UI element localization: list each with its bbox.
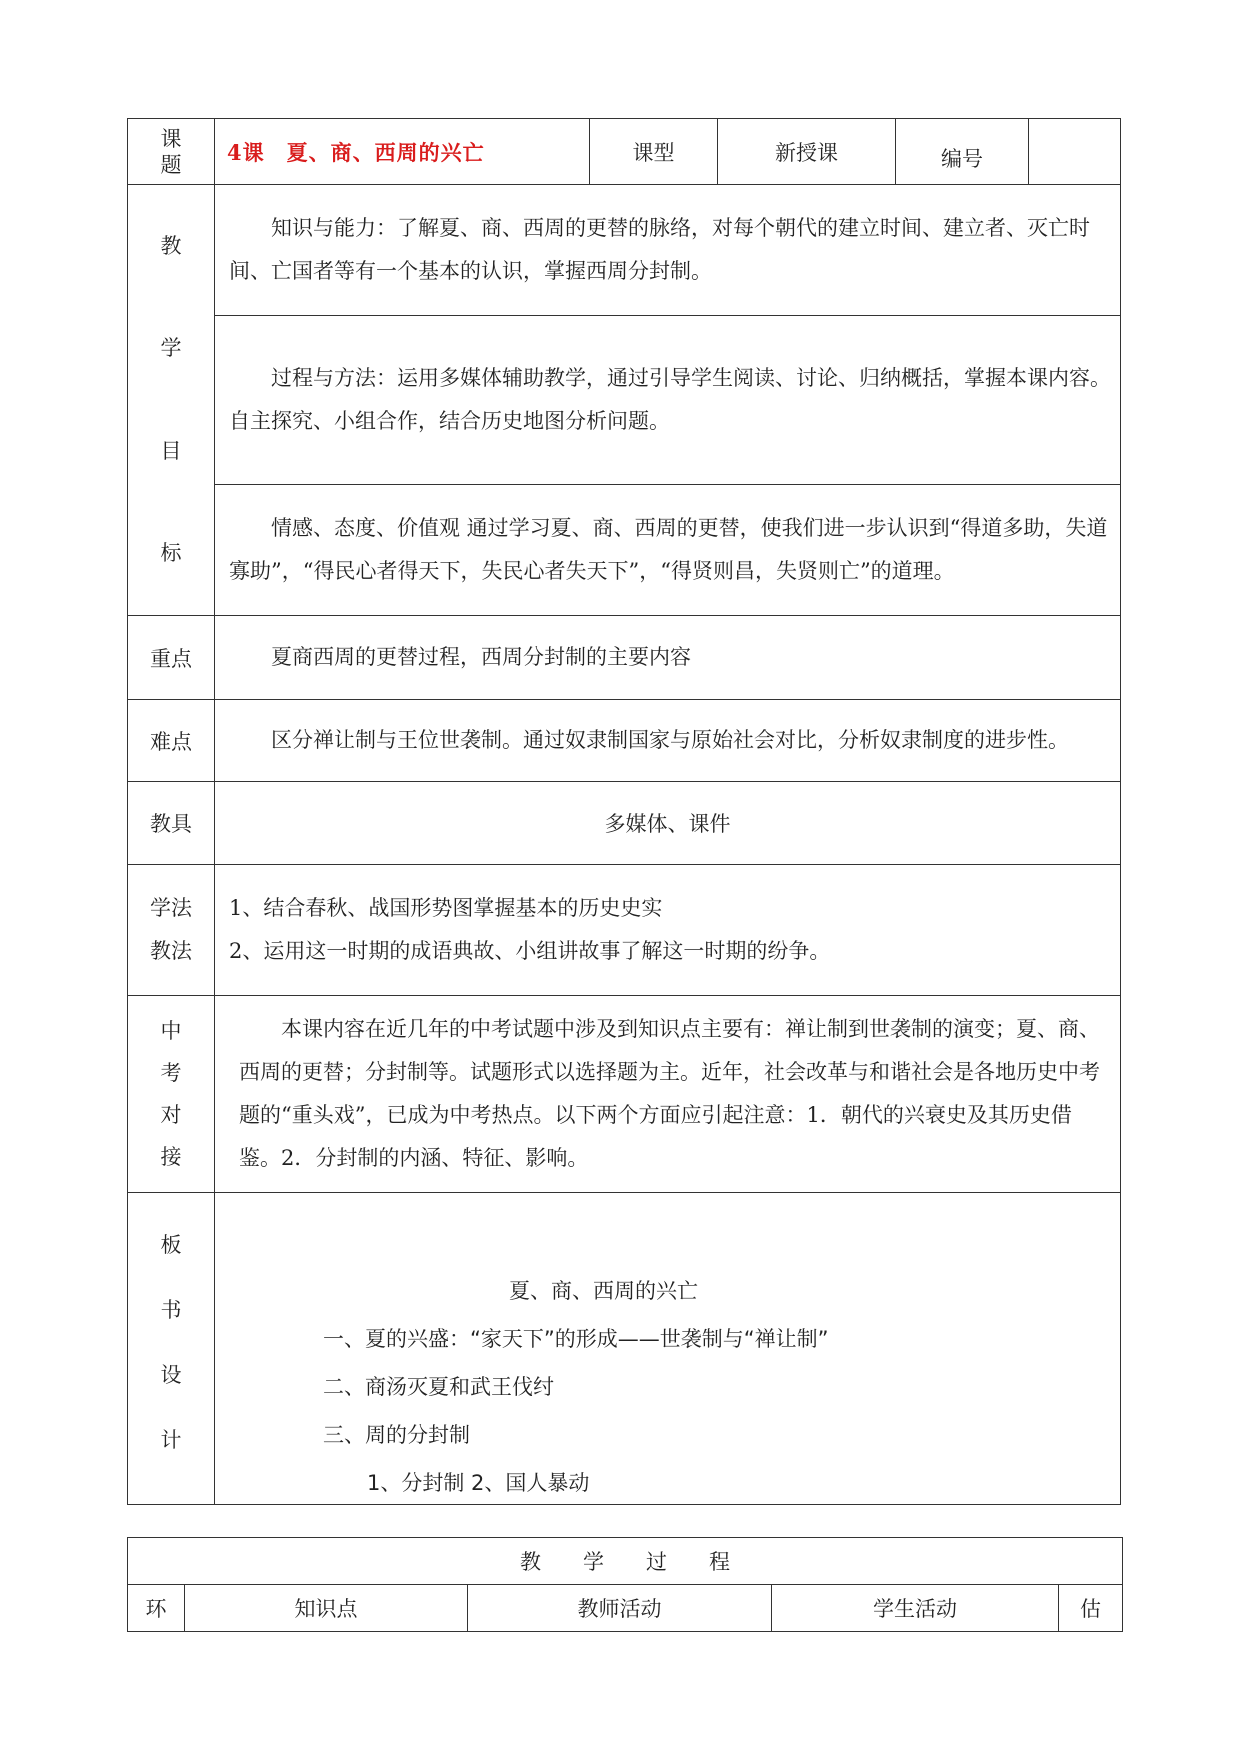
goal-process: 过程与方法：运用多媒体辅助教学，通过引导学生阅读、讨论、归纳概括，掌握本课内容。 <box>271 365 1111 390</box>
goal-process-cell <box>215 316 1121 484</box>
column-header: 教师活动 <box>468 1585 772 1632</box>
exam-label-char: 接 <box>160 1144 182 1169</box>
goals-label <box>128 185 214 615</box>
exam-label-char: 中 <box>160 1018 182 1043</box>
focus-text: 夏商西周的更替过程，西周分封制的主要内容 <box>215 616 1121 700</box>
goal-knowledge-cell <box>215 185 1121 316</box>
methods-label-2: 教法 <box>150 939 192 963</box>
number-label <box>896 119 1029 185</box>
column-header: 估 <box>1059 1585 1123 1632</box>
exam-cell <box>215 996 1121 1193</box>
methods-line-1: 1、结合春秋、战国形势图掌握基本的历史史实 <box>229 896 663 920</box>
goal-emotion-cell <box>215 484 1121 615</box>
column-header: 知识点 <box>185 1585 468 1632</box>
topic-label: 课题 <box>160 126 182 177</box>
board-line-3: 三、周的分封制 <box>323 1423 470 1447</box>
goals-label-char: 学 <box>160 336 182 361</box>
number-label-text: 编号 <box>941 146 983 171</box>
methods-cell <box>215 865 1121 996</box>
goal-emotion: 情感、态度、价值观 通过学习夏、商、西周的更替，使我们进一步认识到“得道多助，失道寡助”，“得民心者得天下，失民心者失天下”，“得贤则昌，失贤则亡”的道理。 <box>229 515 1108 583</box>
board-line-4: 1、分封制 2、国人暴动 <box>367 1471 590 1495</box>
exam-text: 本课内容在近几年的中考试题中涉及到知识点主要有：禅让制到世袭制的演变；夏、商、西周的更替；分封制等。试题形式以选择题为主。近年，社会改革与和谐社会是各地历史中考题的“重头戏”，已成为中考热点。以下两个方面应引起注意：1．朝代的兴衰史及其历史借鉴。2．分封制的内涵、特征、影响。 <box>239 1017 1100 1170</box>
board-line-2: 二、商汤灭夏和武王伐纣 <box>323 1375 554 1399</box>
exam-label-cell <box>128 996 215 1193</box>
board-label-char: 板 <box>160 1233 182 1257</box>
difficulty-label: 难点 <box>128 700 215 782</box>
goals-label-char: 教 <box>160 233 182 258</box>
goal-process-extra: 自主探究、小组合作，结合历史地图分析问题。 <box>229 408 670 433</box>
board-title: 夏、商、西周的兴亡 <box>509 1279 698 1303</box>
board-line-1: 一、夏的兴盛：“家天下”的形成——世袭制与“禅让制” <box>323 1327 829 1351</box>
board-label-cell <box>128 1193 215 1505</box>
board-label-char: 设 <box>160 1363 182 1387</box>
column-header: 学生活动 <box>772 1585 1059 1632</box>
board-label-char: 计 <box>160 1428 182 1452</box>
difficulty-text: 区分禅让制与王位世袭制。通过奴隶制国家与原始社会对比，分析奴隶制度的进步性。 <box>215 700 1121 782</box>
process-table <box>127 1537 1123 1632</box>
exam-label-char: 考 <box>160 1060 182 1085</box>
type-label: 课型 <box>590 119 718 185</box>
column-header: 环 <box>128 1585 185 1632</box>
lesson-title: 4课 夏、商、西周的兴亡 <box>215 119 590 185</box>
board-cell <box>215 1193 1121 1505</box>
topic-label-cell <box>128 119 215 185</box>
methods-label-cell <box>128 865 215 996</box>
exam-label <box>128 996 214 1192</box>
methods-line-2: 2、运用这一时期的成语典故、小组讲故事了解这一时期的纷争。 <box>229 939 831 963</box>
tools-label: 教具 <box>128 782 215 865</box>
goals-label-char: 目 <box>160 438 182 463</box>
number-value <box>1029 119 1121 185</box>
lesson-plan-table <box>127 118 1121 1505</box>
goals-label-char: 标 <box>160 541 182 566</box>
focus-label: 重点 <box>128 616 215 700</box>
exam-label-char: 对 <box>160 1102 182 1127</box>
goals-label-cell <box>128 185 215 616</box>
tools-text: 多媒体、课件 <box>215 782 1121 865</box>
goal-knowledge: 知识与能力：了解夏、商、西周的更替的脉络，对每个朝代的建立时间、建立者、灭亡时间、亡国者等有一个基本的认识，掌握西周分封制。 <box>229 216 1090 284</box>
process-title: 教 学 过 程 <box>128 1538 1123 1585</box>
board-label-char: 书 <box>160 1298 182 1322</box>
board-design <box>215 1193 1120 1504</box>
type-value: 新授课 <box>718 119 896 185</box>
methods-label-1: 学法 <box>150 896 192 920</box>
board-label <box>128 1193 214 1483</box>
